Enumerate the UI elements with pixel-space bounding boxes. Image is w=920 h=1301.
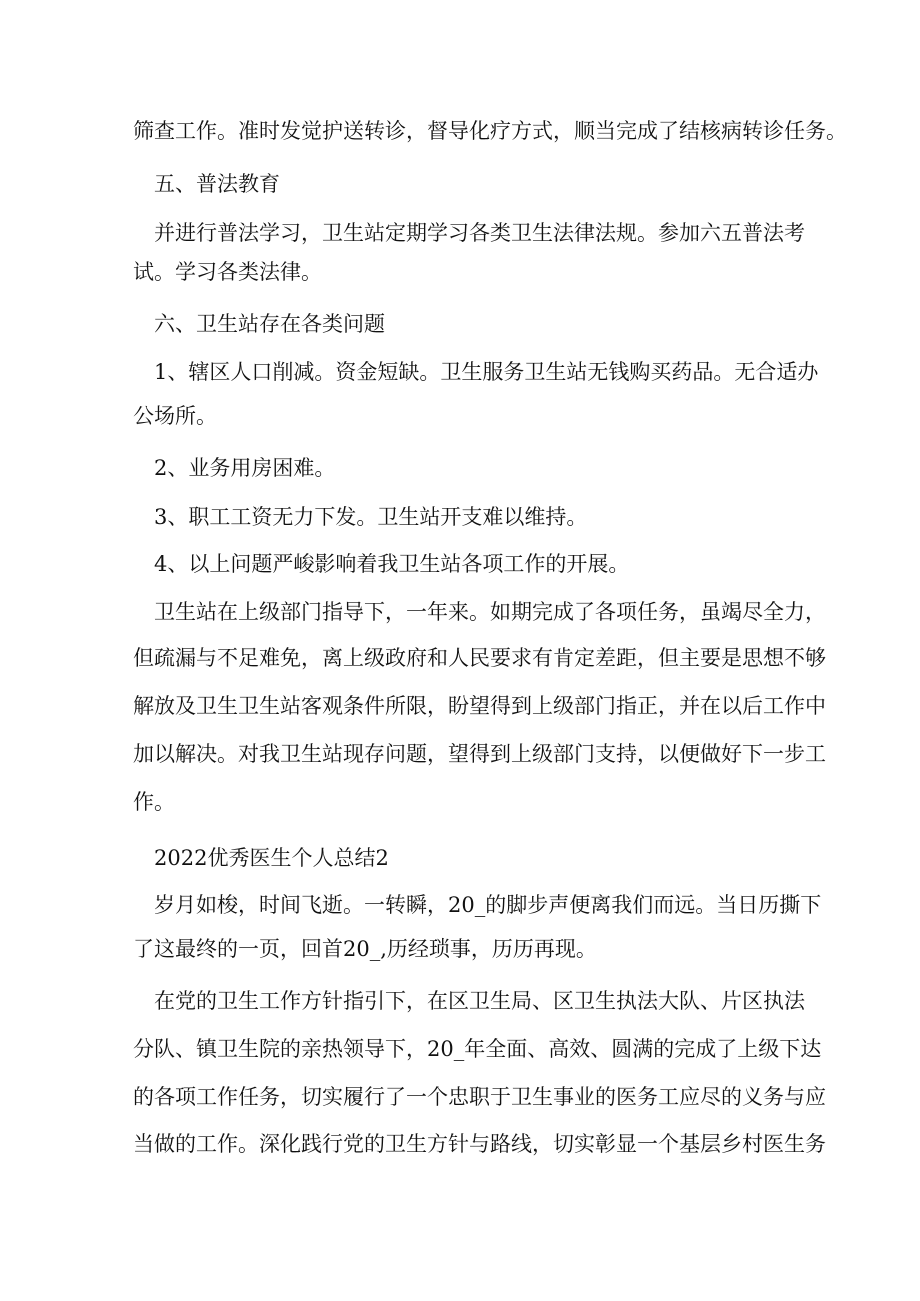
list-item-line: 公场所。 bbox=[133, 404, 217, 428]
paragraph-line: 当做的工作。深化践行党的卫生方针与路线，切实彰显一个基层乡村医生务 bbox=[133, 1132, 826, 1156]
document-title: 2022优秀医生个人总结2 bbox=[154, 846, 389, 870]
paragraph-line: 筛查工作。准时发觉护送转诊，督导化疗方式，顺当完成了结核病转诊任务。 bbox=[133, 119, 847, 143]
section-heading: 六、卫生站存在各类问题 bbox=[154, 312, 385, 336]
paragraph-line: 卫生站在上级部门指导下，一年来。如期完成了各项任务，虽竭尽全力， bbox=[154, 600, 826, 624]
list-item: 4、以上问题严峻影响着我卫生站各项工作的开展。 bbox=[154, 552, 630, 576]
paragraph-line: 解放及卫生卫生站客观条件所限，盼望得到上级部门指正，并在以后工作中 bbox=[133, 694, 826, 718]
list-item-line: 1、辖区人口削减。资金短缺。卫生服务卫生站无钱购买药品。无合适办 bbox=[154, 360, 819, 384]
paragraph-line: 加以解决。对我卫生站现存问题，望得到上级部门支持，以便做好下一步工 bbox=[133, 742, 826, 766]
paragraph-line: 分队、镇卫生院的亲热领导下，20_年全面、高效、圆满的完成了上级下达 bbox=[133, 1037, 822, 1061]
paragraph-line: 了这最终的一页，回首20_,历经琐事，历历再现。 bbox=[133, 937, 597, 961]
list-item: 2、业务用房困难。 bbox=[154, 456, 336, 480]
paragraph-line: 作。 bbox=[133, 790, 175, 814]
section-heading: 五、普法教育 bbox=[154, 172, 280, 196]
paragraph-line: 但疏漏与不足难免，离上级政府和人民要求有肯定差距，但主要是思想不够 bbox=[133, 646, 826, 670]
paragraph-line: 的各项工作任务，切实履行了一个忠职于卫生事业的医务工应尽的义务与应 bbox=[133, 1085, 826, 1109]
paragraph-line: 岁月如梭，时间飞逝。一转瞬，20_的脚步声便离我们而远。当日历撕下 bbox=[154, 893, 822, 917]
paragraph-line: 并进行普法学习，卫生站定期学习各类卫生法律法规。参加六五普法考 bbox=[154, 221, 805, 245]
paragraph-line: 在党的卫生工作方针指引下，在区卫生局、区卫生执法大队、片区执法 bbox=[154, 989, 805, 1013]
list-item: 3、职工工资无力下发。卫生站开支难以维持。 bbox=[154, 505, 588, 529]
paragraph-line: 试。学习各类法律。 bbox=[133, 260, 322, 284]
